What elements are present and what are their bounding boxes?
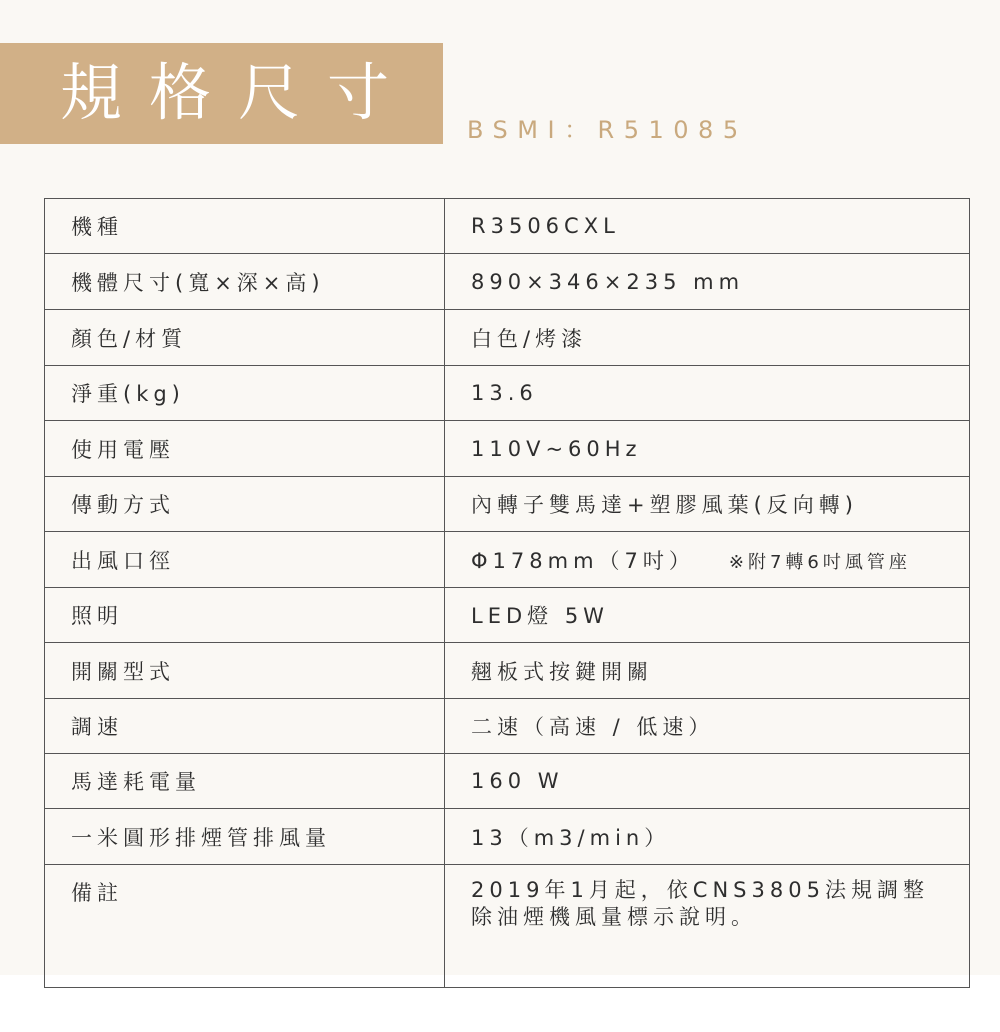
spec-value: 13（m3/min） [445, 809, 970, 865]
memo-text [445, 865, 970, 988]
spec-value: 160 W [445, 754, 970, 809]
spec-row-dimensions [45, 254, 970, 310]
memo-line: 2019年1月起，依CNS3805法規調整 [471, 878, 929, 902]
spec-label: 備註 [45, 865, 445, 988]
spec-table [44, 198, 970, 988]
memo-line: 除油煙機風量標示說明。 [471, 905, 757, 929]
spec-label: 顏色/材質 [45, 310, 445, 366]
bsmi-number: BSMI：R51085 [467, 116, 748, 144]
spec-label: 出風口徑 [45, 532, 445, 588]
spec-row-switch-type [45, 643, 970, 699]
spec-label: 傳動方式 [45, 477, 445, 532]
spec-row-airflow [45, 809, 970, 865]
spec-value-cell [445, 532, 970, 588]
page-title: 規格尺寸 [60, 56, 417, 129]
spec-row-voltage [45, 421, 970, 477]
spec-value: LED燈 5W [445, 588, 970, 643]
spec-value: 110V~60Hz [445, 421, 970, 477]
spec-label: 開關型式 [45, 643, 445, 699]
spec-row-net-weight [45, 366, 970, 421]
spec-value: 翹板式按鍵開關 [445, 643, 970, 699]
spec-row-outlet-diameter [45, 532, 970, 588]
spec-label: 調速 [45, 699, 445, 754]
spec-label: 馬達耗電量 [45, 754, 445, 809]
spec-row-lighting [45, 588, 970, 643]
spec-label: 機種 [45, 199, 445, 254]
spec-row-memo [45, 865, 970, 988]
spec-label: 一米圓形排煙管排風量 [45, 809, 445, 865]
spec-value: 白色/烤漆 [445, 310, 970, 366]
spec-row-speed [45, 699, 970, 754]
spec-label: 機體尺寸(寬×深×高) [45, 254, 445, 310]
spec-label: 照明 [45, 588, 445, 643]
spec-row-model [45, 199, 970, 254]
spec-value: 890×346×235 mm [445, 254, 970, 310]
spec-label: 淨重(kg) [45, 366, 445, 421]
spec-row-color-material [45, 310, 970, 366]
spec-value: Φ178mm（7吋） [471, 548, 695, 573]
spec-value: 二速（高速 / 低速） [445, 699, 970, 754]
spec-value: R3506CXL [445, 199, 970, 254]
spec-row-power [45, 754, 970, 809]
spec-label: 使用電壓 [45, 421, 445, 477]
spec-row-drive [45, 477, 970, 532]
spec-value: 內轉子雙馬達+塑膠風葉(反向轉) [445, 477, 970, 532]
spec-value: 13.6 [445, 366, 970, 421]
spec-note: ※附7轉6吋風管座 [728, 551, 911, 573]
